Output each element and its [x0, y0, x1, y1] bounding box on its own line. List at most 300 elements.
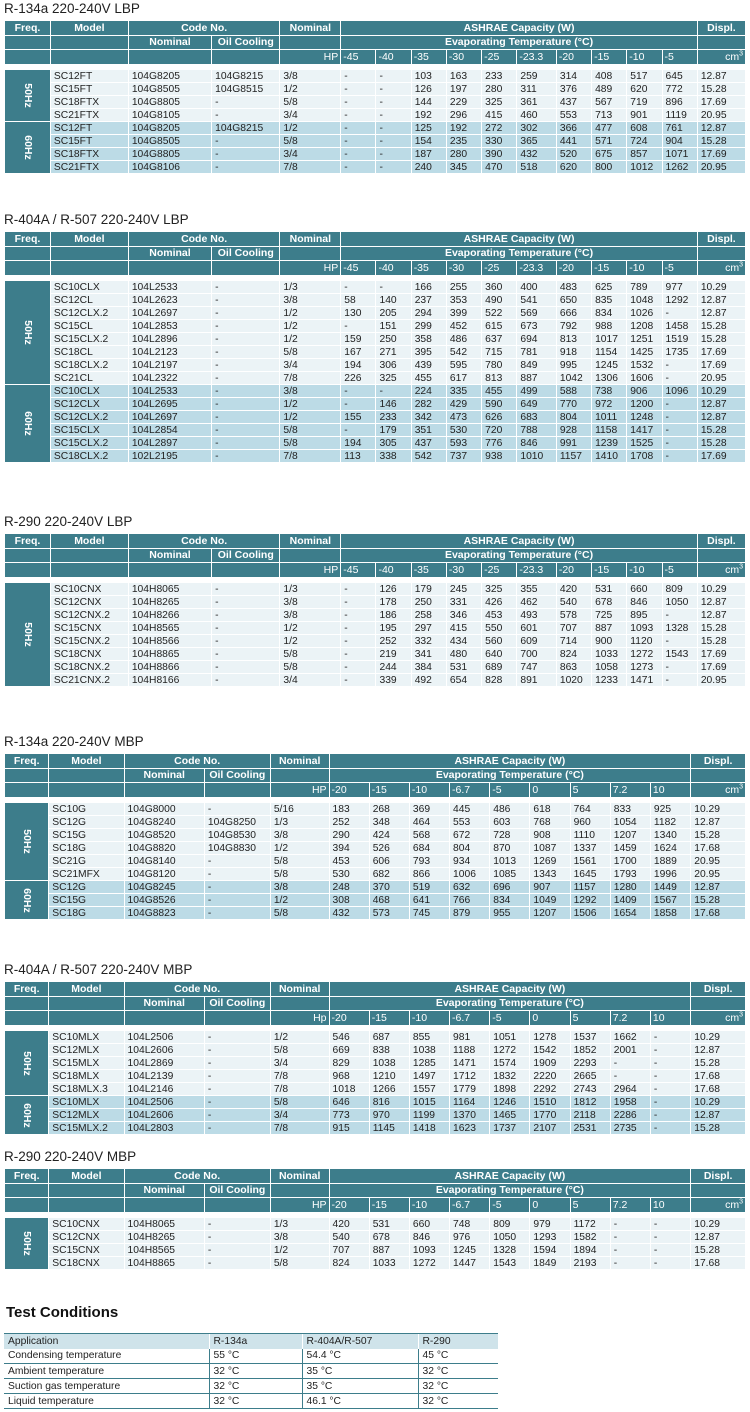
model-cell: SC15MLX — [49, 1057, 124, 1070]
condition-name: Liquid temperature — [4, 1394, 209, 1409]
value-cell: 550 — [482, 622, 517, 635]
value-cell: 896 — [662, 96, 697, 109]
value-cell: 1889 — [650, 855, 690, 868]
code-cell: 104L2322 — [128, 372, 211, 385]
value-cell: 1093 — [627, 622, 662, 635]
value-cell: 1210 — [369, 1070, 409, 1083]
model-cell: SC15FT — [50, 135, 128, 148]
code-cell: 104L2606 — [124, 1044, 204, 1057]
model-cell: SC10CLX — [50, 281, 128, 294]
value-cell: - — [610, 1231, 650, 1244]
value-cell: 773 — [329, 1109, 369, 1122]
displ-cell: 15.28 — [697, 622, 745, 635]
header-temp: -45 — [341, 563, 376, 578]
code-cell: 104H8866 — [128, 661, 211, 674]
oil-cooling-cell: - — [204, 1096, 270, 1109]
value-cell: - — [662, 450, 697, 463]
test-conditions-table — [4, 1333, 498, 1409]
value-cell: 233 — [482, 70, 517, 83]
displ-cell: 17.69 — [697, 148, 745, 161]
table-row — [5, 1122, 746, 1135]
hp-cell: 1/2 — [270, 1031, 329, 1044]
displ-unit-label: cm — [725, 1198, 740, 1211]
value-cell: 358 — [411, 333, 446, 346]
value-cell: - — [376, 281, 411, 294]
model-cell: SC18CNX.2 — [50, 661, 128, 674]
header-temp: -10 — [627, 563, 662, 578]
value-cell: - — [341, 609, 376, 622]
value-cell: - — [341, 385, 376, 398]
value-cell: 615 — [482, 320, 517, 333]
code-cell: 104H8065 — [124, 1218, 204, 1231]
value-cell: 804 — [556, 411, 591, 424]
oil-cooling-cell: - — [204, 1231, 270, 1244]
value-cell: - — [341, 83, 376, 96]
value-cell: 632 — [450, 881, 490, 894]
test-conditions-row — [4, 1349, 498, 1364]
value-cell: - — [662, 609, 697, 622]
value-cell: - — [662, 359, 697, 372]
value-cell: 866 — [409, 868, 449, 881]
value-cell: 486 — [446, 333, 481, 346]
displ-cell: 17.68 — [691, 842, 746, 855]
value-cell: 1662 — [610, 1031, 650, 1044]
code-cell: 104G8240 — [124, 816, 204, 829]
displ-cell: 20.95 — [697, 372, 745, 385]
hp-cell: 1/2 — [280, 622, 341, 635]
header-oil-cooling: Oil Cooling — [204, 1184, 270, 1198]
value-cell: - — [341, 281, 376, 294]
value-cell: 683 — [517, 411, 557, 424]
value-cell: 761 — [662, 122, 697, 135]
table-row — [5, 424, 746, 437]
value-cell: - — [610, 1218, 650, 1231]
value-cell: 925 — [650, 803, 690, 816]
value-cell: 468 — [369, 894, 409, 907]
value-cell: 1465 — [490, 1109, 530, 1122]
value-cell: - — [610, 1057, 650, 1070]
oil-cooling-cell: - — [204, 1218, 270, 1231]
model-cell: SC18CNX — [50, 648, 128, 661]
displ-cell: 15.28 — [691, 829, 746, 842]
displ-unit-label: cm — [725, 1011, 740, 1024]
code-cell: 104G8823 — [124, 907, 204, 920]
oil-cooling-cell: - — [212, 424, 280, 437]
value-cell: 649 — [517, 398, 557, 411]
oil-cooling-cell: 104G8250 — [204, 816, 270, 829]
capacity-table — [4, 753, 746, 920]
value-cell: 1370 — [450, 1109, 490, 1122]
value-cell: 1574 — [490, 1057, 530, 1070]
model-cell: SC18FTX — [50, 148, 128, 161]
value-cell: - — [650, 1031, 690, 1044]
value-cell: 620 — [627, 83, 662, 96]
displ-cell: 20.95 — [691, 855, 746, 868]
hp-cell: 3/4 — [280, 359, 341, 372]
value-cell: 439 — [411, 359, 446, 372]
header-displ: Displ. — [691, 754, 746, 769]
value-cell: 1207 — [610, 829, 650, 842]
value-cell: 934 — [450, 855, 490, 868]
model-cell: SC10CLX — [50, 385, 128, 398]
hp-cell: 7/8 — [270, 1070, 329, 1083]
value-cell: 707 — [556, 622, 591, 635]
header-capacity: ASHRAE Capacity (W) — [329, 1169, 691, 1184]
value-cell: 252 — [376, 635, 411, 648]
value-cell: - — [341, 622, 376, 635]
value-cell: 738 — [592, 385, 627, 398]
value-cell: 395 — [411, 346, 446, 359]
model-cell: SC15G — [49, 894, 124, 907]
value-cell: 1894 — [570, 1244, 610, 1257]
code-cell: 104H8266 — [128, 609, 211, 622]
value-cell: 1245 — [592, 359, 627, 372]
header-code-nominal: Nominal — [124, 769, 204, 783]
freq-label: 50Hz — [21, 829, 34, 854]
value-cell: - — [650, 1218, 690, 1231]
model-cell: SC18MLX — [49, 1070, 124, 1083]
value-cell: 1328 — [662, 622, 697, 635]
value-cell: - — [341, 320, 376, 333]
value-cell: 530 — [329, 868, 369, 881]
value-cell: 187 — [411, 148, 446, 161]
displ-cell: 20.95 — [697, 109, 745, 122]
value-cell: 660 — [627, 583, 662, 596]
value-cell: 1458 — [662, 320, 697, 333]
value-cell: 499 — [517, 385, 557, 398]
value-cell: 846 — [517, 437, 557, 450]
value-cell: 1071 — [662, 148, 697, 161]
code-cell: 104H8865 — [128, 648, 211, 661]
model-cell: SC15G — [49, 829, 124, 842]
hp-cell: 3/8 — [280, 70, 341, 83]
value-cell: 1208 — [627, 320, 662, 333]
value-cell: - — [341, 122, 376, 135]
value-cell: 302 — [517, 122, 557, 135]
model-cell: SC18CLX.2 — [50, 359, 128, 372]
hp-cell: 1/2 — [280, 333, 341, 346]
value-cell: 480 — [446, 648, 481, 661]
header-temp: -5 — [490, 1198, 530, 1213]
oil-cooling-cell: - — [212, 307, 280, 320]
value-cell: 553 — [450, 816, 490, 829]
value-cell: 834 — [490, 894, 530, 907]
value-cell: 355 — [517, 583, 557, 596]
test-conditions-row — [4, 1394, 498, 1409]
header-temp: 5 — [570, 783, 610, 798]
displ-cell: 12.87 — [697, 596, 745, 609]
value-cell: 348 — [369, 816, 409, 829]
value-cell: 646 — [329, 1096, 369, 1109]
condition-value: 32 °C — [418, 1364, 498, 1379]
model-cell: SC18FTX — [50, 96, 128, 109]
value-cell: 714 — [556, 635, 591, 648]
value-cell: 637 — [482, 333, 517, 346]
capacity-table — [4, 1168, 746, 1270]
oil-cooling-cell: - — [204, 907, 270, 920]
code-cell: 104H8166 — [128, 674, 211, 687]
model-cell: SC15CLX.2 — [50, 333, 128, 346]
value-cell: 1058 — [592, 661, 627, 674]
code-cell: 104G8805 — [128, 148, 211, 161]
header-displ: Displ. — [697, 21, 745, 36]
value-cell: 248 — [329, 881, 369, 894]
value-cell: 258 — [411, 609, 446, 622]
value-cell: 331 — [446, 596, 481, 609]
value-cell: 296 — [446, 109, 481, 122]
header-temp: -25 — [482, 261, 517, 276]
value-cell: - — [376, 148, 411, 161]
value-cell: 1770 — [530, 1109, 570, 1122]
hp-cell: 5/16 — [270, 803, 329, 816]
value-cell: 179 — [411, 583, 446, 596]
value-cell: 678 — [592, 596, 627, 609]
displ-cell: 17.69 — [697, 96, 745, 109]
freq-label: 50Hz — [21, 1231, 34, 1256]
value-cell: 553 — [556, 109, 591, 122]
table-row — [5, 803, 746, 816]
value-cell: 426 — [482, 596, 517, 609]
header-hp: HP — [280, 563, 341, 578]
header-hp: HP — [280, 50, 341, 65]
freq-cell — [5, 1031, 49, 1096]
value-cell: 660 — [409, 1218, 449, 1231]
value-cell: 719 — [627, 96, 662, 109]
value-cell: 1832 — [490, 1070, 530, 1083]
value-cell: 453 — [329, 855, 369, 868]
value-cell: 829 — [329, 1057, 369, 1070]
value-cell: 641 — [409, 894, 449, 907]
value-cell: 244 — [376, 661, 411, 674]
value-cell: 531 — [446, 661, 481, 674]
hp-cell: 5/8 — [270, 1096, 329, 1109]
condition-value: 32 °C — [418, 1394, 498, 1409]
table-row — [5, 1109, 746, 1122]
value-cell: 781 — [517, 346, 557, 359]
value-cell: 489 — [592, 83, 627, 96]
value-cell: 684 — [409, 842, 449, 855]
value-cell: 1011 — [592, 411, 627, 424]
code-cell: 104G8105 — [128, 109, 211, 122]
code-cell: 104L2533 — [128, 385, 211, 398]
value-cell: - — [341, 70, 376, 83]
condition-value: 32 °C — [418, 1379, 498, 1394]
value-cell: 626 — [482, 411, 517, 424]
value-cell: 1328 — [490, 1244, 530, 1257]
table-row — [5, 148, 746, 161]
model-cell: SC12CL — [50, 294, 128, 307]
value-cell: 776 — [482, 437, 517, 450]
value-cell: - — [376, 96, 411, 109]
header-oil-cooling: Oil Cooling — [212, 247, 280, 261]
condition-value: 55 °C — [209, 1349, 302, 1364]
value-cell: 1272 — [490, 1044, 530, 1057]
oil-cooling-cell: - — [212, 674, 280, 687]
condition-value: 35 °C — [302, 1364, 418, 1379]
oil-cooling-cell: - — [212, 161, 280, 174]
hp-cell: 3/8 — [270, 881, 329, 894]
value-cell: 1182 — [650, 816, 690, 829]
value-cell: 282 — [411, 398, 446, 411]
model-cell: SC15CLX.2 — [50, 437, 128, 450]
value-cell: 838 — [369, 1044, 409, 1057]
header-temp: -10 — [409, 783, 449, 798]
hp-cell: 5/8 — [270, 907, 329, 920]
model-cell: SC12FT — [50, 122, 128, 135]
header-temp: 0 — [530, 783, 570, 798]
value-cell: 308 — [329, 894, 369, 907]
value-cell: 1645 — [570, 868, 610, 881]
value-cell: 1292 — [662, 294, 697, 307]
header-code-nominal: Nominal — [128, 247, 211, 261]
value-cell: 725 — [592, 609, 627, 622]
value-cell: 1425 — [627, 346, 662, 359]
value-cell: 1278 — [530, 1031, 570, 1044]
value-cell: 901 — [627, 109, 662, 122]
oil-cooling-cell: - — [204, 868, 270, 881]
header-temp: -10 — [627, 50, 662, 65]
header-temp: -35 — [411, 563, 446, 578]
code-cell: 104L2897 — [128, 437, 211, 450]
value-cell: 235 — [446, 135, 481, 148]
freq-label: 50Hz — [21, 1050, 34, 1076]
value-cell: 250 — [376, 333, 411, 346]
header-temp: -20 — [556, 50, 591, 65]
value-cell: 163 — [446, 70, 481, 83]
header-temp: -20 — [329, 783, 369, 798]
condition-value: 54.4 °C — [302, 1349, 418, 1364]
table-row — [5, 894, 746, 907]
displ-cell: 17.68 — [691, 1257, 746, 1270]
value-cell: 345 — [446, 161, 481, 174]
value-cell: 728 — [490, 829, 530, 842]
header-nominal: Nominal — [270, 754, 329, 769]
oil-cooling-cell: - — [212, 109, 280, 122]
code-cell: 104L2803 — [124, 1122, 204, 1135]
value-cell: 353 — [446, 294, 481, 307]
value-cell: 1157 — [556, 450, 591, 463]
test-conditions-header-cell: R-134a — [209, 1334, 302, 1349]
displ-cell: 17.69 — [697, 661, 745, 674]
value-cell: - — [341, 96, 376, 109]
value-cell: 569 — [517, 307, 557, 320]
code-cell: 104G8205 — [128, 122, 211, 135]
freq-label: 60Hz — [21, 887, 34, 913]
value-cell: 325 — [482, 583, 517, 596]
value-cell: - — [650, 1231, 690, 1244]
value-cell: 1038 — [409, 1044, 449, 1057]
header-code-nominal: Nominal — [128, 549, 211, 563]
value-cell: 245 — [446, 583, 481, 596]
code-cell: 104G8505 — [128, 135, 211, 148]
header-hp: HP — [280, 261, 341, 276]
oil-cooling-cell: - — [212, 583, 280, 596]
value-cell: 542 — [411, 450, 446, 463]
value-cell: 366 — [556, 122, 591, 135]
header-freq: Freq. — [5, 754, 49, 769]
value-cell: 453 — [482, 609, 517, 622]
value-cell: 669 — [329, 1044, 369, 1057]
value-cell: 928 — [556, 424, 591, 437]
header-oil-cooling: Oil Cooling — [212, 36, 280, 50]
header-capacity: ASHRAE Capacity (W) — [341, 21, 698, 36]
value-cell: 437 — [556, 96, 591, 109]
displ-cell: 12.87 — [691, 1231, 746, 1244]
header-temp: -5 — [662, 563, 697, 578]
value-cell: 297 — [411, 622, 446, 635]
header-temp: -20 — [556, 261, 591, 276]
value-cell: 360 — [482, 281, 517, 294]
value-cell: 606 — [369, 855, 409, 868]
header-freq: Freq. — [5, 534, 51, 549]
displ-cell: 17.69 — [697, 450, 745, 463]
capacity-table — [4, 231, 746, 463]
value-cell: 1145 — [369, 1122, 409, 1135]
cube-superscript: 3 — [739, 563, 743, 570]
value-cell: 1812 — [570, 1096, 610, 1109]
header-temp: -23.3 — [517, 50, 557, 65]
code-cell: 104L2506 — [124, 1031, 204, 1044]
value-cell: 429 — [446, 398, 481, 411]
value-cell: 2665 — [570, 1070, 610, 1083]
value-cell: 1542 — [530, 1044, 570, 1057]
value-cell: 1188 — [450, 1044, 490, 1057]
header-freq: Freq. — [5, 982, 49, 997]
value-cell: 979 — [530, 1218, 570, 1231]
value-cell: - — [650, 1257, 690, 1270]
value-cell: 365 — [517, 135, 557, 148]
value-cell: 970 — [369, 1109, 409, 1122]
value-cell: - — [376, 385, 411, 398]
value-cell: 833 — [610, 803, 650, 816]
value-cell: 1233 — [592, 674, 627, 687]
header-temp: 10 — [650, 1198, 690, 1213]
value-cell: 531 — [369, 1218, 409, 1231]
hp-cell: 3/4 — [280, 148, 341, 161]
value-cell: 666 — [556, 307, 591, 320]
value-cell: 654 — [446, 674, 481, 687]
value-cell: 408 — [592, 70, 627, 83]
freq-cell — [5, 583, 51, 687]
value-cell: 981 — [450, 1031, 490, 1044]
hp-cell: 5/8 — [280, 661, 341, 674]
value-cell: 2531 — [570, 1122, 610, 1135]
value-cell: 1015 — [409, 1096, 449, 1109]
header-evap-temp: Evaporating Temperature (°C) — [341, 247, 698, 261]
displ-cell: 12.87 — [691, 1109, 746, 1122]
hp-cell: 3/8 — [280, 385, 341, 398]
value-cell: - — [650, 1044, 690, 1057]
oil-cooling-cell: - — [212, 596, 280, 609]
table-row — [5, 1083, 746, 1096]
value-cell: 1582 — [570, 1231, 610, 1244]
table-row — [5, 661, 746, 674]
table-row — [5, 868, 746, 881]
displ-cell: 15.28 — [697, 635, 745, 648]
hp-cell: 1/3 — [280, 281, 341, 294]
model-cell: SC21CNX.2 — [50, 674, 128, 687]
freq-cell — [5, 70, 51, 122]
oil-cooling-cell: - — [204, 881, 270, 894]
displ-cell: 10.29 — [697, 583, 745, 596]
value-cell: 678 — [369, 1231, 409, 1244]
model-cell: SC18G — [49, 842, 124, 855]
value-cell: 960 — [570, 816, 610, 829]
oil-cooling-cell: - — [204, 803, 270, 816]
displ-cell: 10.29 — [691, 1096, 746, 1109]
value-cell: 1280 — [610, 881, 650, 894]
header-freq: Freq. — [5, 1169, 49, 1184]
